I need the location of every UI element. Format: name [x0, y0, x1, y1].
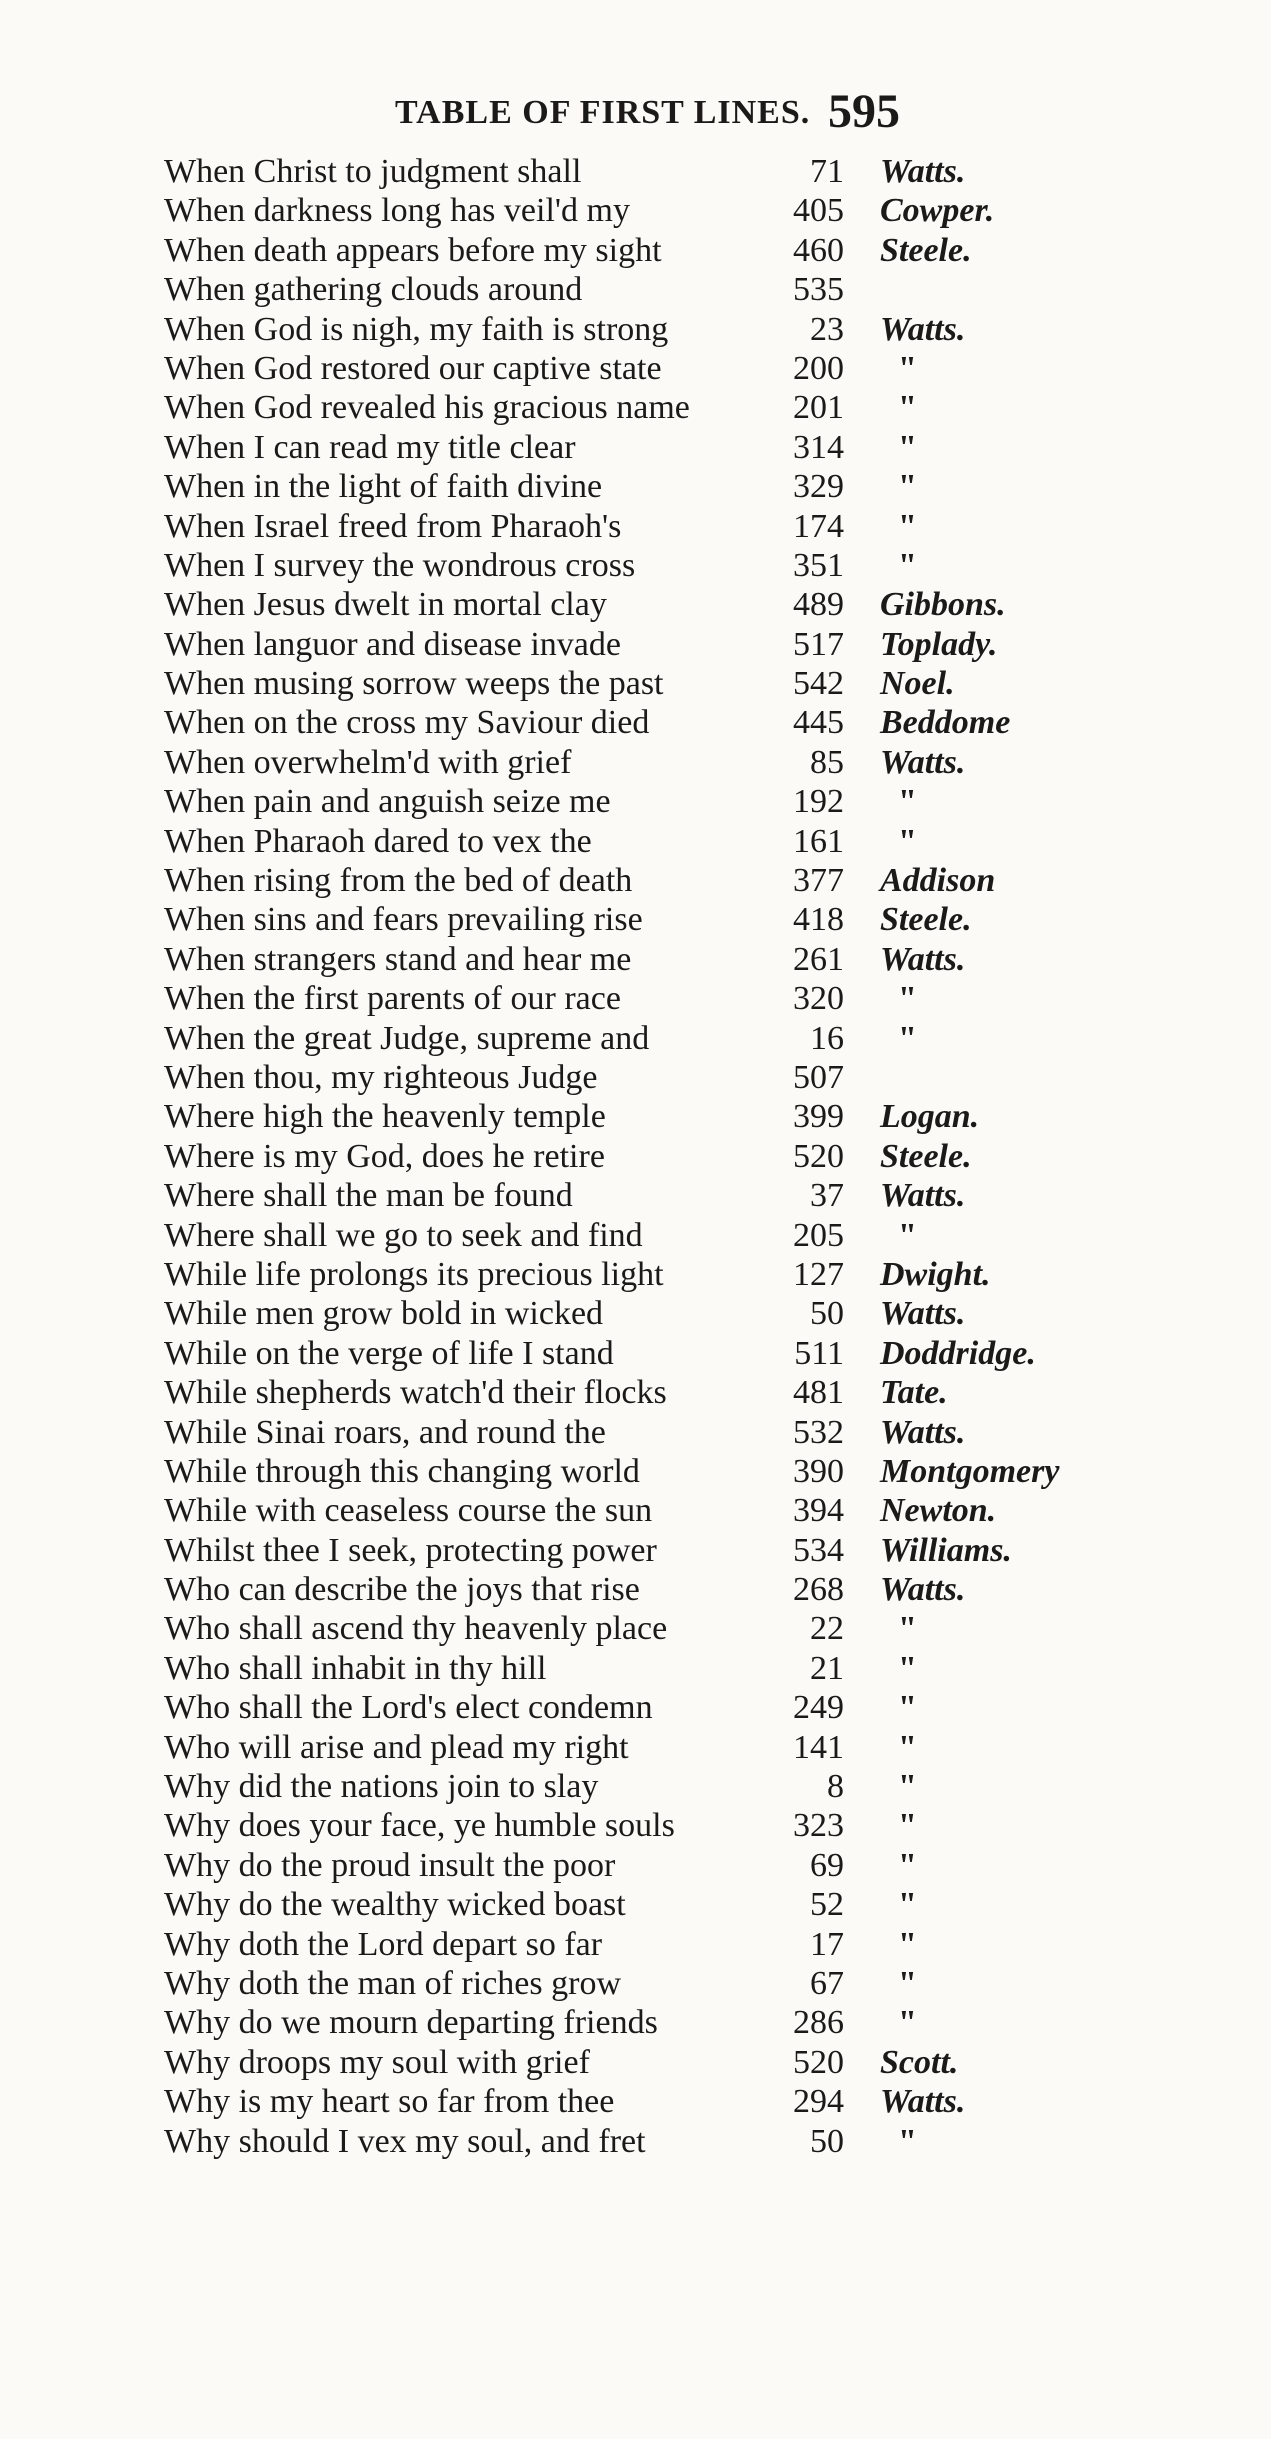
- hymn-number: 192: [793, 783, 844, 821]
- table-row: [0, 1452, 1271, 1491]
- hymn-number: 50: [810, 2122, 844, 2160]
- hymn-number: 534: [793, 1531, 844, 1569]
- ditto-mark: ": [898, 1689, 917, 1727]
- first-line-text: When God revealed his gracious name: [164, 389, 690, 427]
- author-name: Steele.: [880, 1137, 972, 1175]
- table-row: [0, 1531, 1271, 1570]
- ditto-mark: ": [898, 2004, 917, 2042]
- ditto-mark: ": [898, 389, 917, 427]
- author-name: Watts.: [880, 743, 966, 781]
- first-line-text: While Sinai roars, and round the: [164, 1413, 606, 1451]
- table-row: [0, 2003, 1271, 2042]
- ditto-mark: ": [898, 546, 917, 584]
- table-row: [0, 231, 1271, 270]
- first-line-text: When God is nigh, my faith is strong: [164, 310, 669, 348]
- table-row: [0, 546, 1271, 585]
- first-line-text: When I can read my title clear: [164, 428, 576, 466]
- hymn-number: 23: [810, 310, 844, 348]
- first-line-text: When darkness long has veil'd my: [164, 192, 630, 230]
- first-line-text: Where shall we go to seek and find: [164, 1216, 643, 1254]
- first-line-text: While life prolongs its precious light: [164, 1255, 664, 1293]
- table-row: [0, 428, 1271, 467]
- first-line-text: When languor and disease invade: [164, 625, 621, 663]
- table-row: [0, 1373, 1271, 1412]
- ditto-mark: ": [898, 507, 917, 545]
- table-row: [0, 1294, 1271, 1333]
- ditto-mark: ": [898, 468, 917, 506]
- first-line-text: Why did the nations join to slay: [164, 1768, 599, 1806]
- table-row: [0, 2122, 1271, 2161]
- author-name: Tate.: [880, 1374, 948, 1412]
- author-name: Gibbons.: [880, 586, 1006, 624]
- hymn-number: 85: [810, 743, 844, 781]
- hymn-number: 377: [793, 862, 844, 900]
- first-line-text: Whilst thee I seek, protecting power: [164, 1531, 657, 1569]
- table-row: [0, 1334, 1271, 1373]
- table-row: [0, 1925, 1271, 1964]
- table-row: [0, 1846, 1271, 1885]
- first-line-text: When rising from the bed of death: [164, 862, 633, 900]
- table-row: [0, 1216, 1271, 1255]
- ditto-mark: ": [898, 349, 917, 387]
- first-line-text: When the great Judge, supreme and: [164, 1019, 650, 1057]
- hymn-number: 399: [793, 1098, 844, 1136]
- table-row: [0, 507, 1271, 546]
- first-line-text: Who shall ascend thy heavenly place: [164, 1610, 668, 1648]
- hymn-number: 532: [793, 1413, 844, 1451]
- first-line-text: While on the verge of life I stand: [164, 1334, 614, 1372]
- table-row: [0, 2043, 1271, 2082]
- table-row: [0, 2082, 1271, 2121]
- first-line-text: While with ceaseless course the sun: [164, 1492, 653, 1530]
- author-name: Scott.: [880, 2043, 959, 2081]
- author-name: Watts.: [880, 310, 966, 348]
- hymn-number: 37: [810, 1177, 844, 1215]
- author-name: Watts.: [880, 1413, 966, 1451]
- author-name: Steele.: [880, 231, 972, 269]
- author-name: Beddome: [880, 704, 1011, 742]
- author-name: Dwight.: [880, 1255, 991, 1293]
- hymn-number: 127: [793, 1255, 844, 1293]
- table-row: [0, 664, 1271, 703]
- ditto-mark: ": [898, 1886, 917, 1924]
- hymn-number: 542: [793, 665, 844, 703]
- first-line-text: When Christ to judgment shall: [164, 153, 582, 190]
- hymn-number: 314: [793, 428, 844, 466]
- table-row: [0, 1806, 1271, 1845]
- hymn-number: 249: [793, 1689, 844, 1727]
- hymn-number: 445: [793, 704, 844, 742]
- author-name: Logan.: [880, 1098, 980, 1136]
- author-name: Watts.: [880, 153, 966, 190]
- author-name: Watts.: [880, 2083, 966, 2121]
- ditto-mark: ": [898, 1964, 917, 2002]
- table-row: [0, 1688, 1271, 1727]
- ditto-mark: ": [898, 783, 917, 821]
- table-row: [0, 1176, 1271, 1215]
- table-row: [0, 1255, 1271, 1294]
- author-name: Cowper.: [880, 192, 995, 230]
- hymn-number: 22: [810, 1610, 844, 1648]
- table-row: [0, 152, 1271, 191]
- table-row: [0, 1885, 1271, 1924]
- table-row: [0, 822, 1271, 861]
- table-row: [0, 1019, 1271, 1058]
- hymn-number: 161: [793, 822, 844, 860]
- author-name: Williams.: [880, 1531, 1012, 1569]
- hymn-number: 294: [793, 2083, 844, 2121]
- author-name: Noel.: [880, 665, 955, 703]
- first-line-text: Where high the heavenly temple: [164, 1098, 606, 1136]
- hymn-number: 481: [793, 1374, 844, 1412]
- first-line-text: When thou, my righteous Judge: [164, 1058, 598, 1096]
- first-line-text: When pain and anguish seize me: [164, 783, 611, 821]
- first-line-text: When in the light of faith divine: [164, 468, 603, 506]
- first-line-text: While through this changing world: [164, 1452, 640, 1490]
- hymn-number: 141: [793, 1728, 844, 1766]
- ditto-mark: ": [898, 980, 917, 1018]
- hymn-number: 286: [793, 2004, 844, 2042]
- author-name: Watts.: [880, 1177, 966, 1215]
- hymn-number: 535: [793, 271, 844, 309]
- author-name: Addison: [880, 862, 996, 900]
- table-row: [0, 1570, 1271, 1609]
- first-line-text: When I survey the wondrous cross: [164, 546, 636, 584]
- table-row: [0, 191, 1271, 230]
- first-line-text: Why do we mourn departing friends: [164, 2004, 658, 2042]
- hymn-number: 351: [793, 546, 844, 584]
- author-name: Newton.: [880, 1492, 997, 1530]
- first-line-text: When overwhelm'd with grief: [164, 743, 572, 781]
- hymn-number: 405: [793, 192, 844, 230]
- hymn-number: 489: [793, 586, 844, 624]
- first-line-text: Why droops my soul with grief: [164, 2043, 590, 2081]
- hymn-number: 201: [793, 389, 844, 427]
- hymn-number: 520: [793, 2043, 844, 2081]
- first-line-text: Where shall the man be found: [164, 1177, 573, 1215]
- table-row: [0, 388, 1271, 427]
- hymn-number: 174: [793, 507, 844, 545]
- table-row: [0, 900, 1271, 939]
- first-line-text: When gathering clouds around: [164, 271, 583, 309]
- hymn-number: 17: [810, 1925, 844, 1963]
- first-line-text: Who can describe the joys that rise: [164, 1571, 640, 1609]
- table-row: [0, 310, 1271, 349]
- hymn-number: 69: [810, 1846, 844, 1884]
- first-line-text: Why doth the man of riches grow: [164, 1964, 621, 2002]
- author-name: Toplady.: [880, 625, 998, 663]
- first-line-text: Why do the proud insult the poor: [164, 1846, 616, 1884]
- hymn-number: 205: [793, 1216, 844, 1254]
- ditto-mark: ": [898, 1216, 917, 1254]
- table-row: [0, 1964, 1271, 2003]
- first-line-text: While shepherds watch'd their flocks: [164, 1374, 667, 1412]
- ditto-mark: ": [898, 1807, 917, 1845]
- first-line-text: Where is my God, does he retire: [164, 1137, 605, 1175]
- first-line-text: When God restored our captive state: [164, 349, 662, 387]
- first-line-text: Who shall the Lord's elect condemn: [164, 1689, 653, 1727]
- first-line-text: When Jesus dwelt in mortal clay: [164, 586, 607, 624]
- table-row: [0, 349, 1271, 388]
- hymn-number: 460: [793, 231, 844, 269]
- first-line-text: Why doth the Lord depart so far: [164, 1925, 603, 1963]
- hymn-number: 67: [810, 1964, 844, 2002]
- table-row: [0, 743, 1271, 782]
- table-row: [0, 1413, 1271, 1452]
- table-row: [0, 861, 1271, 900]
- first-line-text: Who shall inhabit in thy hill: [164, 1649, 547, 1687]
- table-row: [0, 703, 1271, 742]
- first-line-text: Why is my heart so far from thee: [164, 2083, 615, 2121]
- hymn-number: 394: [793, 1492, 844, 1530]
- hymn-number: 21: [810, 1649, 844, 1687]
- table-row: [0, 1767, 1271, 1806]
- first-line-text: When on the cross my Saviour died: [164, 704, 650, 742]
- hymn-number: 200: [793, 349, 844, 387]
- table-row: [0, 1728, 1271, 1767]
- table-row: [0, 467, 1271, 506]
- hymn-number: 268: [793, 1571, 844, 1609]
- table-row: [0, 625, 1271, 664]
- hymn-number: 511: [794, 1334, 844, 1372]
- page-header: [0, 85, 1271, 152]
- first-line-text: Who will arise and plead my right: [164, 1728, 629, 1766]
- first-lines-table: [0, 152, 1271, 2161]
- page-number: 595: [828, 85, 900, 138]
- table-row: [0, 1058, 1271, 1097]
- ditto-mark: ": [898, 1649, 917, 1687]
- hymn-number: 323: [793, 1807, 844, 1845]
- table-row: [0, 585, 1271, 624]
- ditto-mark: ": [898, 1768, 917, 1806]
- author-name: Doddridge.: [880, 1334, 1036, 1372]
- first-line-text: When Pharaoh dared to vex the: [164, 822, 592, 860]
- ditto-mark: ": [898, 1728, 917, 1766]
- table-row: [0, 1097, 1271, 1136]
- hymn-number: 71: [810, 153, 844, 190]
- table-row: [0, 782, 1271, 821]
- table-row: [0, 1491, 1271, 1530]
- ditto-mark: ": [898, 1019, 917, 1057]
- hymn-number: 390: [793, 1452, 844, 1490]
- ditto-mark: ": [898, 428, 917, 466]
- first-line-text: Why does your face, ye humble souls: [164, 1807, 675, 1845]
- hymn-number: 329: [793, 468, 844, 506]
- hymn-number: 8: [827, 1768, 844, 1806]
- table-row: [0, 1137, 1271, 1176]
- page-title: TABLE OF FIRST LINES.: [395, 94, 811, 131]
- author-name: Watts.: [880, 1571, 966, 1609]
- author-name: Montgomery: [880, 1452, 1060, 1490]
- ditto-mark: ": [898, 1846, 917, 1884]
- ditto-mark: ": [898, 1610, 917, 1648]
- first-line-text: When sins and fears prevailing rise: [164, 901, 643, 939]
- hymn-number: 507: [793, 1058, 844, 1096]
- author-name: Watts.: [880, 1295, 966, 1333]
- first-line-text: When death appears before my sight: [164, 231, 662, 269]
- table-row: [0, 979, 1271, 1018]
- hymn-number: 520: [793, 1137, 844, 1175]
- hymn-number: 261: [793, 940, 844, 978]
- author-name: Steele.: [880, 901, 972, 939]
- table-row: [0, 1649, 1271, 1688]
- hymn-number: 50: [810, 1295, 844, 1333]
- first-line-text: When Israel freed from Pharaoh's: [164, 507, 622, 545]
- hymn-number: 517: [793, 625, 844, 663]
- hymn-number: 52: [810, 1886, 844, 1924]
- table-row: [0, 940, 1271, 979]
- first-line-text: Why should I vex my soul, and fret: [164, 2122, 646, 2160]
- first-line-text: While men grow bold in wicked: [164, 1295, 604, 1333]
- first-line-text: Why do the wealthy wicked boast: [164, 1886, 626, 1924]
- author-name: Watts.: [880, 940, 966, 978]
- first-line-text: When the first parents of our race: [164, 980, 621, 1018]
- ditto-mark: ": [898, 1925, 917, 1963]
- table-row: [0, 270, 1271, 309]
- hymn-number: 16: [810, 1019, 844, 1057]
- hymn-number: 418: [793, 901, 844, 939]
- table-row: [0, 1609, 1271, 1648]
- ditto-mark: ": [898, 2122, 917, 2160]
- hymn-number: 320: [793, 980, 844, 1018]
- ditto-mark: ": [898, 822, 917, 860]
- first-line-text: When musing sorrow weeps the past: [164, 665, 664, 703]
- first-line-text: When strangers stand and hear me: [164, 940, 632, 978]
